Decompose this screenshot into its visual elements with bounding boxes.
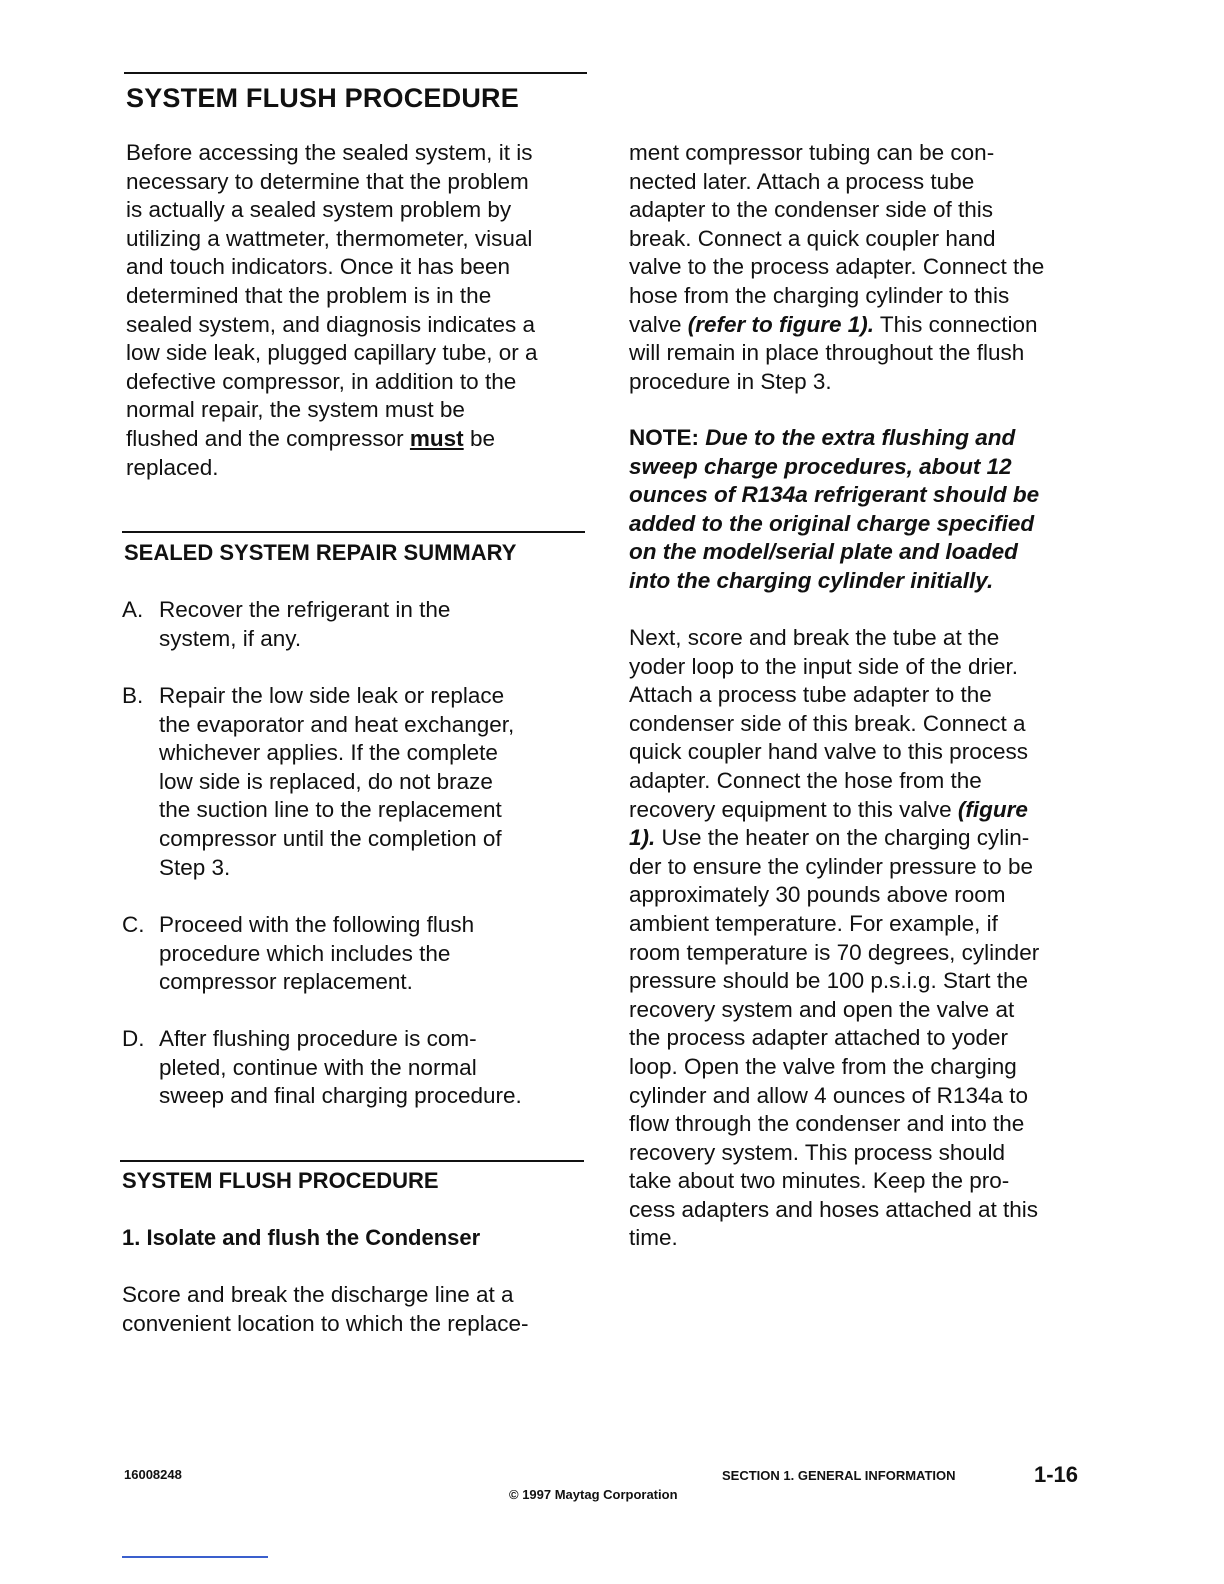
para-line: room temperature is 70 degrees, cylinder (629, 939, 1040, 965)
item-body (159, 1025, 522, 1111)
intro-text: be (463, 425, 495, 451)
item-line: low side is replaced, do not braze (159, 768, 493, 794)
para-line: loop. Open the valve from the charging (629, 1053, 1017, 1079)
para-line: cylinder and allow 4 ounces of R134a to (629, 1082, 1029, 1108)
right-paragraph-1 (629, 139, 1044, 396)
item-letter: D. (122, 1026, 145, 1051)
para-line: valve to the process adapter. Connect the (629, 254, 1045, 280)
para-line: condenser side of this break. Connect a (629, 710, 1026, 736)
item-line: system, if any. (159, 625, 302, 651)
para-line: der to ensure the cylinder pressure to be (629, 853, 1033, 879)
para-line: recovery system. This process should (629, 1139, 1005, 1165)
para-text: recovery equipment to this valve (629, 796, 958, 822)
para-line: approximately 30 pounds above room (629, 882, 1006, 908)
para-line: adapter. Connect the hose from the (629, 767, 982, 793)
para-line (629, 824, 1039, 853)
item-line: pleted, continue with the normal (159, 1054, 477, 1080)
para-line: yoder loop to the input side of the drier. (629, 653, 1019, 679)
para-text: valve (629, 311, 688, 337)
flush-top-rule (120, 1160, 584, 1162)
item-line: Step 3. (159, 854, 231, 880)
intro-line: replaced. (126, 454, 219, 480)
para-line: pressure should be 100 p.s.i.g. Start the (629, 968, 1028, 994)
para-line: adapter to the condenser side of this (629, 197, 993, 223)
intro-line: and touch indicators. Once it has been (126, 254, 510, 280)
item-line: Recover the refrigerant in the (159, 597, 451, 622)
section-label: SECTION 1. GENERAL INFORMATION (722, 1468, 956, 1483)
item-line: procedure which includes the (159, 940, 451, 966)
para-line: break. Connect a quick coupler hand (629, 225, 996, 251)
step-paragraph (122, 1281, 529, 1338)
doc-number: 16008248 (124, 1467, 182, 1482)
note-text: Due to the extra flushing and (705, 425, 1016, 450)
note-label: NOTE: (629, 425, 699, 450)
para-line (629, 796, 1039, 825)
note-line: on the model/serial plate and loaded (629, 539, 1018, 565)
item-line: the suction line to the replacement (159, 797, 502, 823)
bottom-link-line (122, 1556, 268, 1558)
intro-line: normal repair, the system must be (126, 397, 465, 423)
para-line: Next, score and break the tube at the (629, 625, 1000, 650)
intro-line (126, 425, 538, 454)
intro-line: sealed system, and diagnosis indicates a (126, 311, 535, 337)
intro-line: low side leak, plugged capillary tube, or a (126, 340, 538, 366)
para-line: will remain in place throughout the flush (629, 340, 1025, 366)
summary-heading: SEALED SYSTEM REPAIR SUMMARY (124, 540, 517, 565)
item-line: compressor until the completion of (159, 825, 502, 851)
step-heading: 1. Isolate and flush the Condenser (122, 1225, 481, 1250)
para-line: quick coupler hand valve to this process (629, 739, 1028, 765)
item-letter: C. (122, 912, 145, 937)
item-line: Repair the low side leak or replace (159, 683, 505, 708)
item-line: whichever applies. If the complete (159, 740, 498, 766)
item-line: After flushing procedure is com- (159, 1026, 477, 1051)
page-number: 1-16 (1034, 1462, 1079, 1487)
figure-reference: (refer to figure 1). (687, 311, 875, 337)
summary-top-rule (122, 531, 585, 533)
item-line: Proceed with the following flush (159, 912, 475, 937)
title-top-rule (124, 72, 587, 74)
note-line: into the charging cylinder initially. (629, 567, 994, 593)
copyright: © 1997 Maytag Corporation (509, 1487, 678, 1502)
intro-line: determined that the problem is in the (126, 282, 492, 308)
para-line: hose from the charging cylinder to this (629, 282, 1010, 308)
item-letter: B. (122, 683, 144, 708)
note-line (629, 424, 1039, 453)
para-line: take about two minutes. Keep the pro- (629, 1168, 1010, 1194)
note-line: ounces of R134a refrigerant should be (629, 482, 1040, 508)
para-line: recovery system and open the valve at (629, 996, 1015, 1022)
item-line: sweep and final charging procedure. (159, 1083, 522, 1109)
para-text: This connection (874, 311, 1038, 337)
para-line: time. (629, 1225, 678, 1251)
must-emphasis: must (409, 425, 464, 451)
item-body (159, 911, 474, 997)
para-line: cess adapters and hoses attached at this (629, 1196, 1039, 1222)
para-line: ambient temperature. For example, if (629, 910, 998, 936)
para-line: the process adapter attached to yoder (629, 1025, 1008, 1051)
intro-line: Before accessing the sealed system, it is (126, 140, 533, 165)
page-title: SYSTEM FLUSH PROCEDURE (126, 83, 519, 113)
flush-heading: SYSTEM FLUSH PROCEDURE (122, 1168, 439, 1193)
para-text: Use the heater on the charging cylin- (655, 825, 1030, 851)
figure-reference: 1). (629, 825, 656, 851)
item-body (159, 682, 514, 882)
note-block (629, 424, 1039, 596)
intro-line: necessary to determine that the problem (126, 168, 529, 194)
para-line: Attach a process tube adapter to the (629, 682, 992, 708)
step-line: convenient location to which the replace- (122, 1310, 529, 1336)
intro-paragraph (126, 139, 538, 482)
intro-line: defective compressor, in addition to the (126, 368, 517, 394)
item-body (159, 596, 450, 653)
para-line: nected later. Attach a process tube (629, 168, 975, 194)
item-line: compressor replacement. (159, 969, 413, 995)
item-line: the evaporator and heat exchanger, (159, 711, 515, 737)
para-line (629, 311, 1044, 340)
para-line: procedure in Step 3. (629, 368, 832, 394)
step-line: Score and break the discharge line at a (122, 1282, 514, 1307)
figure-reference: (figure (957, 796, 1028, 822)
intro-line: is actually a sealed system problem by (126, 197, 512, 223)
item-letter: A. (122, 597, 144, 622)
intro-text: flushed and the compressor (126, 425, 410, 451)
note-line: sweep charge procedures, about 12 (629, 453, 1012, 479)
para-line: flow through the condenser and into the (629, 1111, 1025, 1137)
note-line: added to the original charge specified (629, 510, 1035, 536)
intro-line: utilizing a wattmeter, thermometer, visual (126, 225, 533, 251)
para-line: ment compressor tubing can be con- (629, 140, 995, 165)
right-paragraph-2 (629, 624, 1039, 1253)
